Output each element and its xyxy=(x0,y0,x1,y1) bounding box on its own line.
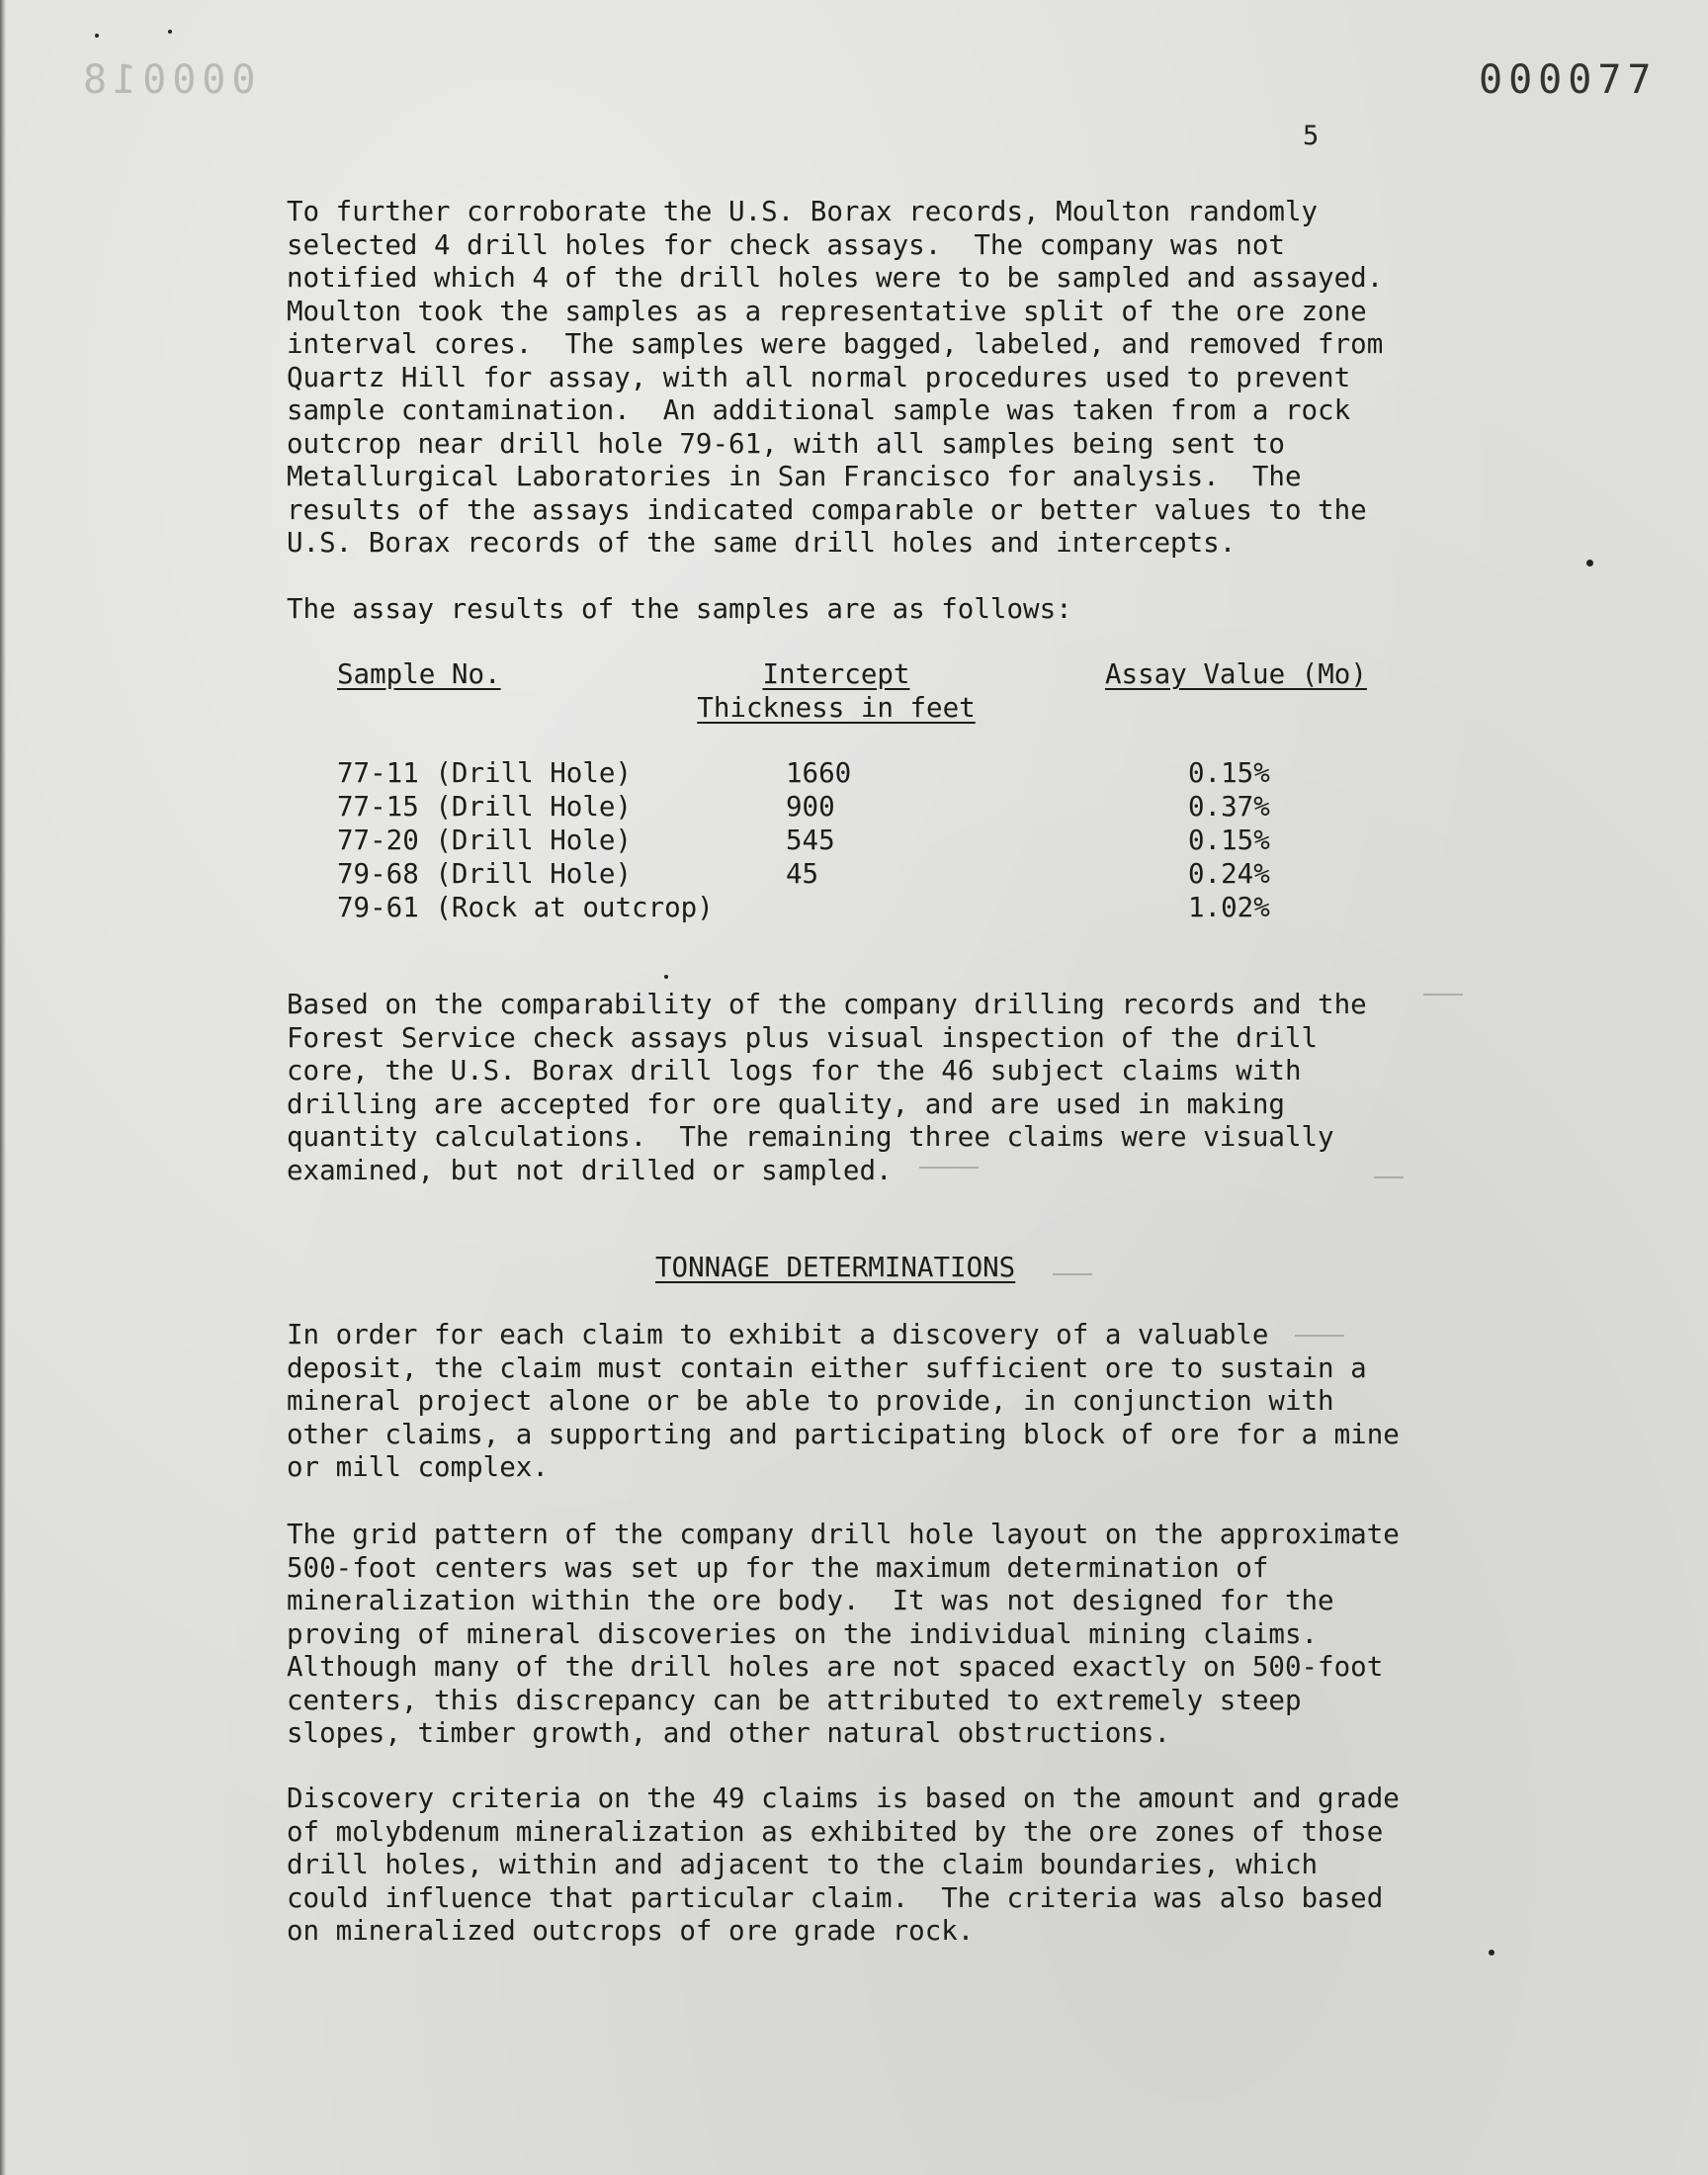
scan-edge xyxy=(0,0,6,2175)
bates-stamp-mirrored: 000018 xyxy=(77,57,256,103)
cell-assay: 0.15% xyxy=(1188,825,1270,856)
table-row xyxy=(0,825,1708,858)
paragraph-discovery: In order for each claim to exhibit a discovery of a valuable deposit, the claim must contain either sufficient ore to sustain a mineral project alone or be able to provide, in conjunction with other claims, a supporting and participating block of ore for a mine or mill complex. xyxy=(287,1319,1400,1483)
cell-thickness: 1660 xyxy=(786,757,852,789)
column-header-intercept-line1: Intercept xyxy=(762,658,910,690)
scan-noise xyxy=(919,1167,979,1169)
scan-speck xyxy=(168,30,172,34)
column-header-intercept xyxy=(688,658,984,725)
cell-assay: 0.15% xyxy=(1188,757,1270,789)
table-row xyxy=(0,858,1708,892)
scan-noise xyxy=(1053,1273,1092,1275)
scan-speck xyxy=(95,34,99,38)
cell-assay: 0.24% xyxy=(1188,858,1270,890)
scan-speck xyxy=(1586,560,1593,566)
scan-speck xyxy=(1489,1950,1494,1956)
cell-assay: 1.02% xyxy=(1188,892,1270,923)
table-intro: The assay results of the samples are as follows: xyxy=(287,593,1072,625)
scan-noise xyxy=(1374,1176,1404,1178)
bates-stamp: 000077 xyxy=(1479,57,1658,103)
paragraph-check-assays: To further corroborate the U.S. Borax records, Moulton randomly selected 4 drill holes for check assays. The company was not notified which 4 of the drill holes were to be sampled and assayed. Moulton took the samples as a representative split of the ore zone interval cores. The samples were bagged, labeled, and removed from Quartz Hill for assay, with all normal procedures used to prevent sample contamination. An additional sample was taken from a rock outcrop near drill hole 79-61, with all samples being sent to Metallurgical Laboratories in San Francisco for analysis. The results of the assays indicated comparable or better values to the U.S. Borax records of the same drill holes and intercepts. xyxy=(287,196,1384,559)
table-row xyxy=(0,791,1708,825)
cell-sample: 77-20 (Drill Hole) xyxy=(337,825,633,856)
paragraph-grid-pattern: The grid pattern of the company drill hole layout on the approximate 500-foot centers was set up for the maximum determination of mineralization within the ore body. It was not designed for the proving of mineral discoveries on the individual mining claims. Although many of the drill holes are not spaced exactly on 500-foot centers, this discrepancy can be attributed to extremely steep slopes, timber growth, and other natural obstructions. xyxy=(287,1519,1400,1749)
cell-assay: 0.37% xyxy=(1188,791,1270,823)
table-row xyxy=(0,892,1708,925)
paragraph-comparability: Based on the comparability of the company drilling records and the Forest Service check assays plus visual inspection of the drill core, the U.S. Borax drill logs for the 46 subject claims with drilling are accepted for ore quality, and are used in making quantity calculations. The remaining three claims were visually examined, but not drilled or sampled. xyxy=(287,989,1367,1186)
section-heading: TONNAGE DETERMINATIONS xyxy=(655,1252,1016,1283)
cell-sample: 77-15 (Drill Hole) xyxy=(337,791,633,823)
column-header-assay: Assay Value (Mo) xyxy=(1105,658,1367,690)
scan-noise xyxy=(1295,1335,1344,1337)
cell-thickness: 900 xyxy=(786,791,835,823)
column-header-sample: Sample No. xyxy=(337,658,501,690)
paragraph-discovery-criteria: Discovery criteria on the 49 claims is based on the amount and grade of molybdenum mineralization as exhibited by the ore zones of those drill holes, within and adjacent to the claim boundaries, which could influence that particular claim. The criteria was also based on mineralized outcrops of ore grade rock. xyxy=(287,1783,1400,1947)
cell-sample: 77-11 (Drill Hole) xyxy=(337,757,633,789)
cell-sample: 79-61 (Rock at outcrop) xyxy=(337,892,714,923)
scan-speck xyxy=(664,975,668,979)
cell-sample: 79-68 (Drill Hole) xyxy=(337,858,633,890)
scan-noise xyxy=(1423,994,1463,996)
table-row xyxy=(0,757,1708,791)
column-header-intercept-line2: Thickness in feet xyxy=(697,691,976,724)
cell-thickness: 45 xyxy=(786,858,819,890)
cell-thickness: 545 xyxy=(786,825,835,856)
page-number: 5 xyxy=(1303,121,1320,151)
